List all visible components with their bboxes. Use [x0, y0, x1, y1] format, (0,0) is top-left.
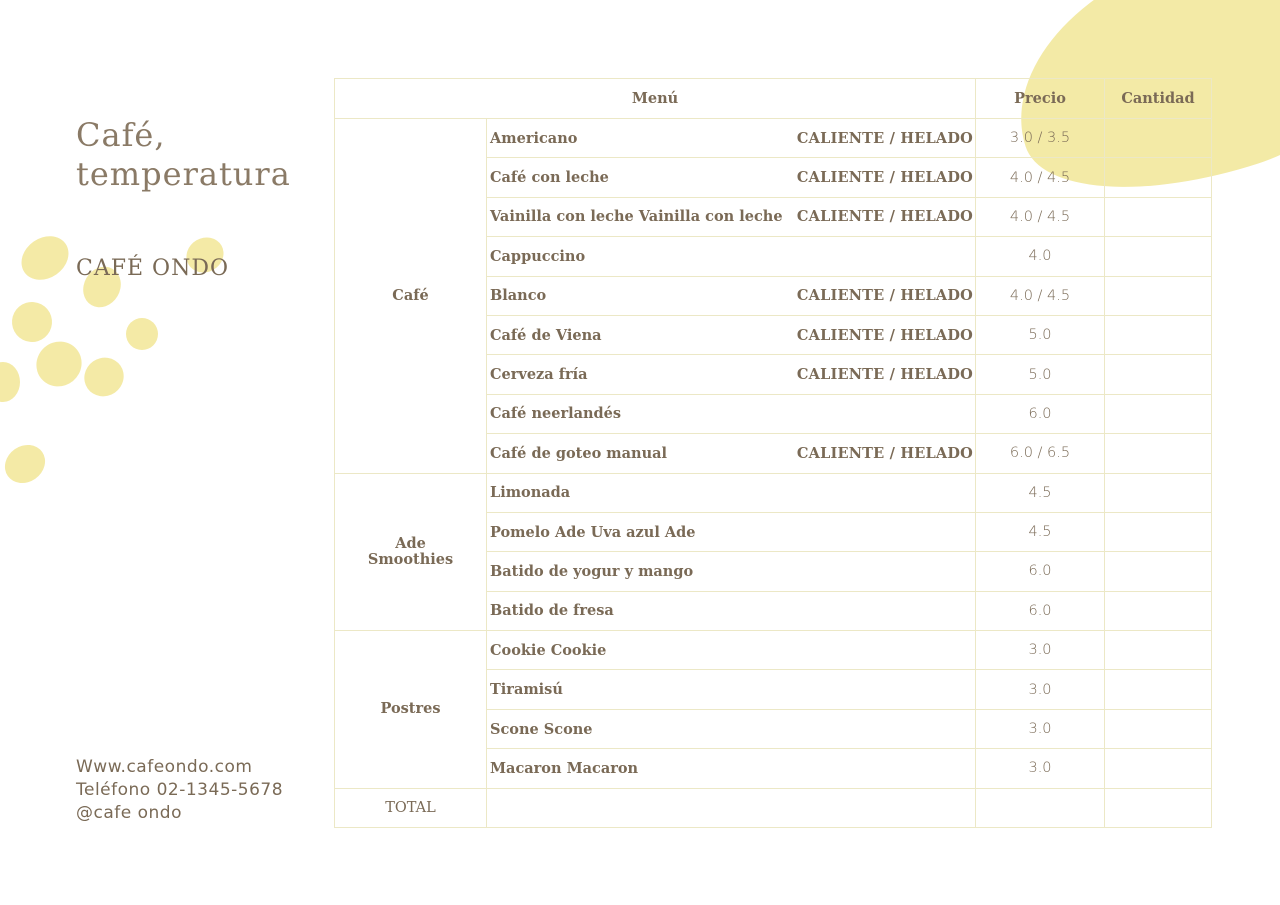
item-price: 6.0 / 6.5 [976, 434, 1105, 473]
quantity-cell[interactable] [1105, 670, 1212, 709]
menu-table [334, 78, 1212, 828]
item-name: Scone Scone [490, 720, 593, 738]
item-name: Cappuccino [490, 247, 586, 265]
item-price: 4.0 / 4.5 [976, 276, 1105, 315]
quantity-cell[interactable] [1105, 119, 1212, 158]
total-label: TOTAL [335, 788, 487, 827]
item-name: Café con leche [490, 169, 609, 187]
item-temperature-tag: CALIENTE / HELADO [796, 208, 973, 226]
quantity-cell[interactable] [1105, 276, 1212, 315]
menu-item [487, 119, 976, 158]
item-temperature-tag: CALIENTE / HELADO [796, 129, 973, 147]
menu-item [487, 552, 976, 591]
header-quantity: Cantidad [1105, 79, 1212, 119]
category-ade-smoothies [335, 473, 487, 631]
item-name: Blanco [490, 287, 547, 305]
quantity-cell[interactable] [1105, 315, 1212, 354]
item-price: 6.0 [976, 552, 1105, 591]
menu-item [487, 394, 976, 433]
header-menu: Menú [335, 79, 976, 119]
item-temperature-tag: CALIENTE / HELADO [796, 444, 973, 462]
item-temperature-tag: CALIENTE / HELADO [796, 169, 973, 187]
item-name: Batido de yogur y mango [490, 562, 694, 580]
quantity-cell[interactable] [1105, 237, 1212, 276]
decorative-dot [0, 437, 53, 491]
item-price: 4.0 [976, 237, 1105, 276]
quantity-cell[interactable] [1105, 473, 1212, 512]
total-price-cell[interactable] [976, 788, 1105, 827]
item-name: Americano [490, 129, 578, 147]
item-price: 6.0 [976, 591, 1105, 630]
side-title [76, 116, 291, 194]
quantity-cell[interactable] [1105, 158, 1212, 197]
quantity-cell[interactable] [1105, 512, 1212, 551]
quantity-cell[interactable] [1105, 749, 1212, 788]
item-name: Cerveza fría [490, 366, 588, 384]
item-name: Café de Viena [490, 326, 602, 344]
item-price: 5.0 [976, 355, 1105, 394]
decorative-dot [0, 362, 20, 402]
item-name: Macaron Macaron [490, 759, 639, 777]
total-spacer [487, 788, 976, 827]
item-price: 4.0 / 4.5 [976, 197, 1105, 236]
total-row [335, 788, 1212, 827]
quantity-cell[interactable] [1105, 631, 1212, 670]
item-name: Café neerlandés [490, 405, 622, 423]
item-price: 4.5 [976, 473, 1105, 512]
item-price: 3.0 / 3.5 [976, 119, 1105, 158]
item-temperature-tag: CALIENTE / HELADO [796, 326, 973, 344]
item-name: Café de goteo manual [490, 444, 668, 462]
item-name: Tiramisú [490, 681, 563, 699]
category-postres: Postres [335, 631, 487, 789]
decorative-dot [77, 350, 132, 404]
item-price: 5.0 [976, 315, 1105, 354]
item-price: 4.0 / 4.5 [976, 158, 1105, 197]
table-header-row [335, 79, 1212, 119]
quantity-cell[interactable] [1105, 591, 1212, 630]
item-price: 3.0 [976, 670, 1105, 709]
brand-name: CAFÉ ONDO [76, 256, 229, 281]
menu-item [487, 276, 976, 315]
contact-info [76, 756, 283, 825]
item-name: Limonada [490, 484, 571, 502]
decorative-dot [13, 227, 77, 288]
website-link[interactable]: Www.cafeondo.com [76, 757, 253, 777]
menu-item [487, 512, 976, 551]
item-temperature-tag: CALIENTE / HELADO [796, 366, 973, 384]
item-name: Vainilla con leche Vainilla con leche [490, 208, 783, 226]
quantity-cell[interactable] [1105, 394, 1212, 433]
category-name-line1: Ade [395, 534, 426, 552]
decorative-dot [126, 318, 158, 350]
total-quantity-cell[interactable] [1105, 788, 1212, 827]
menu-item [487, 670, 976, 709]
quantity-cell[interactable] [1105, 434, 1212, 473]
table-row [335, 119, 1212, 158]
quantity-cell[interactable] [1105, 197, 1212, 236]
social-handle: @cafe ondo [76, 803, 182, 823]
category-cafe: Café [335, 119, 487, 474]
item-price: 3.0 [976, 631, 1105, 670]
item-price: 4.5 [976, 512, 1105, 551]
menu-item [487, 473, 976, 512]
menu-item [487, 749, 976, 788]
menu-item [487, 434, 976, 473]
menu-item [487, 315, 976, 354]
side-title-line2: temperatura [76, 155, 291, 193]
category-name-line2: Smoothies [367, 550, 454, 568]
menu-item [487, 591, 976, 630]
header-price: Precio [976, 79, 1105, 119]
phone-number: Teléfono 02-1345-5678 [76, 780, 284, 800]
item-name: Pomelo Ade Uva azul Ade [490, 523, 696, 541]
side-title-line1: Café, [76, 116, 166, 154]
menu-item [487, 197, 976, 236]
decorative-dot [27, 332, 91, 395]
item-name: Cookie Cookie [490, 641, 607, 659]
item-price: 3.0 [976, 749, 1105, 788]
menu-item [487, 158, 976, 197]
menu-item [487, 709, 976, 748]
quantity-cell[interactable] [1105, 355, 1212, 394]
item-price: 6.0 [976, 394, 1105, 433]
table-row [335, 631, 1212, 670]
item-temperature-tag: CALIENTE / HELADO [796, 287, 973, 305]
menu-item [487, 355, 976, 394]
item-price: 3.0 [976, 709, 1105, 748]
quantity-cell[interactable] [1105, 552, 1212, 591]
item-name: Batido de fresa [490, 602, 614, 620]
quantity-cell[interactable] [1105, 709, 1212, 748]
menu-item [487, 631, 976, 670]
table-row [335, 473, 1212, 512]
menu-item [487, 237, 976, 276]
